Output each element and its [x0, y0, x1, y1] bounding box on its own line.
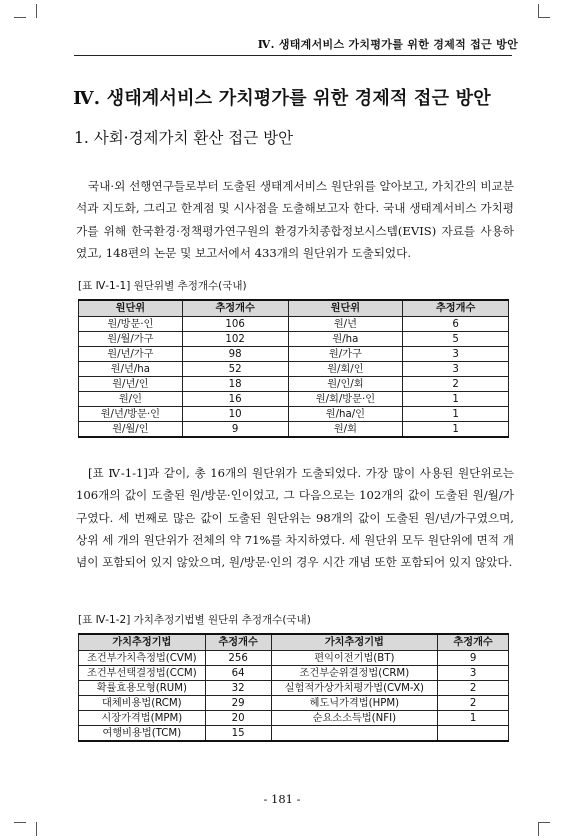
table-cell: 5	[403, 332, 509, 347]
table-cell: 20	[205, 711, 271, 726]
table-row	[79, 377, 509, 392]
table-cell: 헤도닉가격법(HPM)	[271, 696, 438, 711]
table-header-row	[79, 634, 509, 651]
running-header: Ⅳ. 생태계서비스 가치평가를 위한 경제적 접근 방안	[257, 38, 518, 51]
table-cell: 256	[205, 651, 271, 666]
table-row	[79, 681, 509, 696]
table-cell: 순요소소득법(NFI)	[271, 711, 438, 726]
table-cell: 원/회/방문·인	[288, 392, 403, 407]
table-cell: 15	[205, 726, 271, 742]
table-row	[79, 317, 509, 332]
table-cell: 원/인/회	[288, 377, 403, 392]
paragraph-2	[76, 462, 514, 573]
crop-mark	[14, 17, 26, 18]
table-cell: 원/년/인	[79, 377, 183, 392]
table-row	[79, 711, 509, 726]
paragraph-1	[76, 175, 514, 264]
table-row	[79, 422, 509, 438]
table-cell: 10	[182, 407, 288, 422]
table-cell: 원/가구	[288, 347, 403, 362]
table-cell: 원/월/인	[79, 422, 183, 438]
table-row	[79, 666, 509, 681]
paragraph-2-text: [표 Ⅳ-1-1]과 같이, 총 16개의 원단위가 도출되었다. 가장 많이 사용된 원단위로는 106개의 값이 도출된 원/방문·인이었고, 그 다음으로는 102개의 값이 도출된 원/월/가구였다. 세 번째로 많은 값이 도출된 원단위는 98개의 값이 도출된 원/년/가구였으며, 상위 세 개의 원단위가 전체의 약 71%를 차지하였다. 세 원단위 모두 원단위에 면적 개념이 포함되어 있지 않았으며, 원/방문·인의 경우 시간 개념 또한 포함되어 있지 않았다.	[76, 466, 514, 570]
table-cell: 16	[182, 392, 288, 407]
crop-mark	[538, 822, 549, 836]
table-row	[79, 362, 509, 377]
crop-mark	[538, 822, 550, 823]
crop-mark	[14, 822, 26, 823]
table-cell	[438, 726, 509, 742]
table-cell: 편익이전기법(BT)	[271, 651, 438, 666]
table-cell	[271, 726, 438, 742]
table-cell: 2	[438, 681, 509, 696]
table-cell: 원/방문·인	[79, 317, 183, 332]
table-cell: 102	[182, 332, 288, 347]
table-row	[79, 651, 509, 666]
table-cell: 원/ha	[288, 332, 403, 347]
table-cell: 원/년/ha	[79, 362, 183, 377]
table-cell: 18	[182, 377, 288, 392]
table-row	[79, 407, 509, 422]
crop-mark	[26, 4, 37, 18]
column-header: 추정개수	[438, 634, 509, 651]
table-cell: 확률효용모형(RUM)	[79, 681, 206, 696]
column-header: 가치추정기법	[79, 634, 206, 651]
table-cell: 98	[182, 347, 288, 362]
table-cell: 29	[205, 696, 271, 711]
table-cell: 1	[438, 711, 509, 726]
crop-mark	[538, 4, 549, 18]
column-header: 추정개수	[182, 300, 288, 317]
table-cell: 3	[438, 666, 509, 681]
table-row	[79, 696, 509, 711]
table-cell: 2	[438, 696, 509, 711]
column-header: 추정개수	[205, 634, 271, 651]
table-cell: 6	[403, 317, 509, 332]
table-1-caption: [표 Ⅳ-1-1] 원단위별 추정개수(국내)	[78, 280, 247, 292]
table-cell: 원/년	[288, 317, 403, 332]
table-2-body	[79, 651, 509, 742]
table-cell: 원/인	[79, 392, 183, 407]
table-1	[78, 299, 509, 438]
crop-mark	[26, 822, 37, 836]
table-cell: 원/회	[288, 422, 403, 438]
table-cell: 실험적가상가치평가법(CVM-X)	[271, 681, 438, 696]
table-cell: 1	[403, 422, 509, 438]
chapter-title: Ⅳ. 생태계서비스 가치평가를 위한 경제적 접근 방안	[73, 88, 491, 109]
table-cell: 원/월/가구	[79, 332, 183, 347]
table-row	[79, 726, 509, 742]
table-cell: 1	[403, 392, 509, 407]
table-cell: 9	[182, 422, 288, 438]
table-1-body	[79, 317, 509, 438]
table-cell: 대체비용법(RCM)	[79, 696, 206, 711]
table-cell: 원/년/방문·인	[79, 407, 183, 422]
section-title: 1. 사회·경제가치 환산 접근 방안	[74, 129, 294, 147]
page-number: - 181 -	[263, 792, 301, 806]
table-row	[79, 392, 509, 407]
table-cell: 여행비용법(TCM)	[79, 726, 206, 742]
table-cell: 조건부선택결정법(CCM)	[79, 666, 206, 681]
table-row	[79, 347, 509, 362]
table-cell: 시장가격법(MPM)	[79, 711, 206, 726]
table-cell: 원/ha/인	[288, 407, 403, 422]
table-cell: 1	[403, 407, 509, 422]
table-cell: 3	[403, 362, 509, 377]
table-cell: 64	[205, 666, 271, 681]
table-cell: 원/년/가구	[79, 347, 183, 362]
paragraph-1-text: 국내·외 선행연구들로부터 도출된 생태계서비스 원단위를 알아보고, 가치간의 비교분석과 지도화, 그리고 한계점 및 시사점을 도출해보고자 한다. 국내 생태계서비스 가치평가를 위해 한국환경·정책평가연구원의 환경가치종합정보시스템(EVIS) 자료를 사용하였고, 148편의 논문 및 보고서에서 433개의 원단위가 도출되었다.	[76, 179, 514, 260]
table-2-caption: [표 Ⅳ-1-2] 가치추정기법별 원단위 추정개수(국내)	[78, 614, 311, 626]
table-cell: 52	[182, 362, 288, 377]
column-header: 원단위	[79, 300, 183, 317]
table-cell: 9	[438, 651, 509, 666]
column-header: 추정개수	[403, 300, 509, 317]
table-cell: 2	[403, 377, 509, 392]
table-cell: 32	[205, 681, 271, 696]
table-cell: 106	[182, 317, 288, 332]
table-cell: 3	[403, 347, 509, 362]
header-rule	[74, 55, 512, 56]
table-row	[79, 332, 509, 347]
table-header-row	[79, 300, 509, 317]
table-2	[78, 633, 509, 742]
column-header: 원단위	[288, 300, 403, 317]
table-cell: 조건부순위결정법(CRM)	[271, 666, 438, 681]
crop-mark	[538, 17, 550, 18]
column-header: 가치추정기법	[271, 634, 438, 651]
table-cell: 원/회/인	[288, 362, 403, 377]
table-cell: 조건부가치측정법(CVM)	[79, 651, 206, 666]
